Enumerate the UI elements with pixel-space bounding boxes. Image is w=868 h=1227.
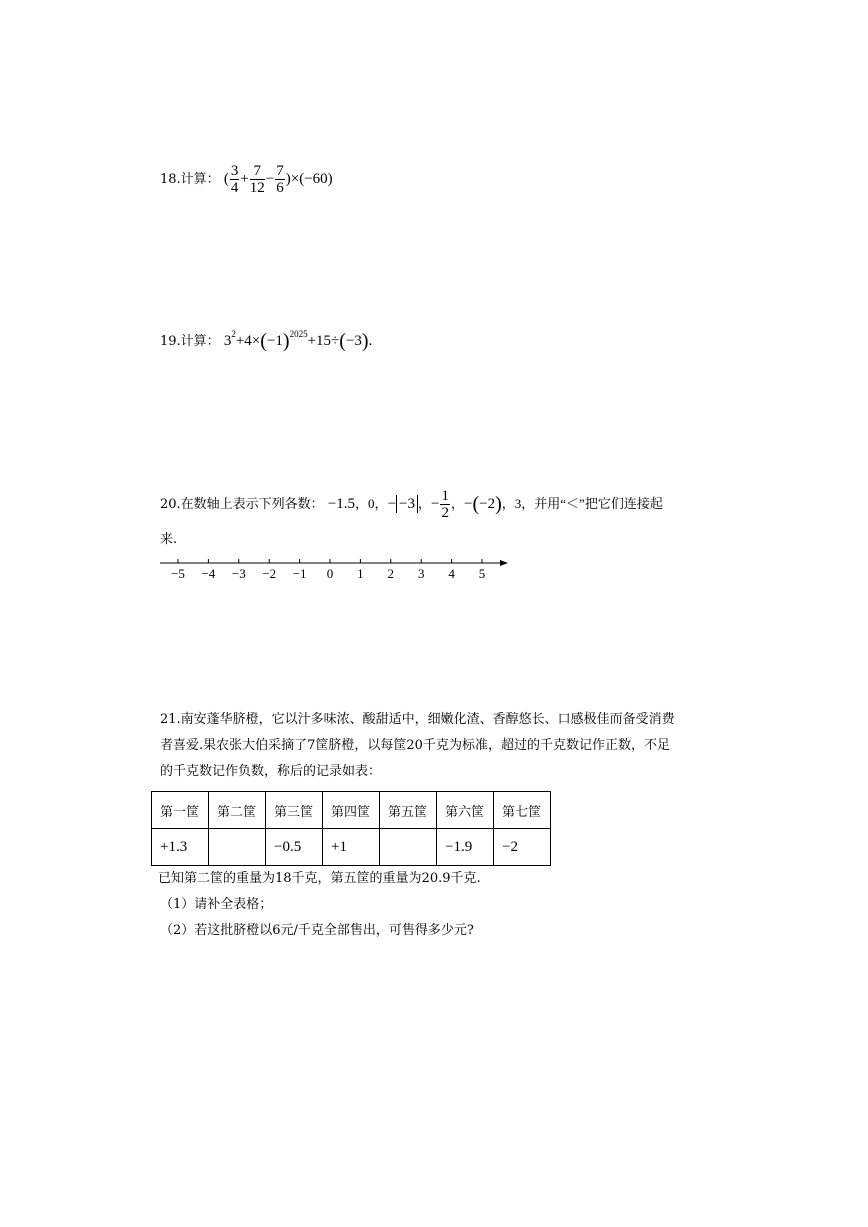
question-21-line3: 的千克数记作负数，称后的记录如表：: [160, 764, 382, 779]
number-line-tick-label: −5: [171, 566, 185, 581]
table-cell: [209, 829, 266, 866]
question-18-label: 18.计算：: [160, 171, 220, 187]
question-19-expression: $3^2+4\times(-1)^{2025}+15\div(-3)$.: [223, 329, 373, 352]
table-header-cell: 第四筐: [323, 792, 380, 829]
table-cell: [380, 829, 437, 866]
table-header-cell: 第二筐: [209, 792, 266, 829]
number-line-tick-label: 1: [357, 566, 364, 581]
number-line-tick-label: 3: [417, 566, 425, 581]
number-line: [158, 556, 518, 586]
question-21-line2: 者喜爱.果农张大伯采摘了7筐脐橙，以每筐20千克为标准，超过的千克数记作正数，不足: [160, 738, 670, 753]
question-18-expression: ( $\frac{3}{4}$ + $\frac{7}{12}$ − $\frac{7}{6}$ )×(−60): [223, 163, 333, 196]
fraction-3-4: $\frac{3}{4}$: [230, 163, 239, 196]
question-19-label: 19.计算：: [160, 334, 220, 349]
table-cell: −1.9: [437, 829, 494, 866]
question-21-line1: 21.南安蓬华脐橙，它以汁多味浓、酸甜适中，细嫩化渣、香醇悠长、口感极佳而备受消费: [160, 712, 675, 727]
table-header-cell: 第一筐: [152, 792, 209, 829]
arrow-right-icon: [500, 560, 508, 566]
table-cell: +1: [323, 829, 380, 866]
question-20: [160, 488, 663, 521]
table-header-row: [152, 792, 551, 829]
question-20-line2: 来.: [160, 532, 178, 547]
question-21-known: 已知第二筐的重量为18千克，第五筐的重量为20.9千克.: [158, 871, 481, 886]
absolute-value: −3: [396, 495, 418, 513]
table-row: [152, 829, 551, 866]
fraction-7-12: $\frac{7}{12}$: [249, 163, 265, 196]
question-20-label: 20.在数轴上表示下列各数：: [160, 496, 324, 512]
table-cell: −0.5: [266, 829, 323, 866]
fraction-7-6: $\frac{7}{6}$: [276, 163, 284, 196]
question-19: [160, 326, 372, 352]
number-line-tick-label: −4: [201, 566, 216, 581]
question-20-numbers: −1.5，0，− −3 ，− $\frac{1}{2}$ ，−(−2)，3，并用“＜”把它们连接起: [327, 488, 663, 521]
table-cell: +1.3: [152, 829, 209, 866]
table-header-cell: 第三筐: [266, 792, 323, 829]
number-line-tick-label: 2: [387, 566, 395, 581]
question-21-sub1: （1）请补全表格；: [160, 897, 273, 912]
number-line-tick-label: 0: [326, 566, 334, 581]
number-line-tick-label: −1: [292, 566, 307, 581]
table-cell: −2: [494, 829, 551, 866]
question-18: [160, 163, 333, 196]
record-table: [151, 791, 551, 866]
number-line-tick-label: 4: [448, 566, 455, 581]
fraction-1-2: $\frac{1}{2}$: [441, 488, 449, 521]
question-21-sub2: （2）若这批脐橙以6元/千克全部售出，可售得多少元?: [160, 923, 474, 938]
table-header-cell: 第七筐: [494, 792, 551, 829]
table-header-cell: 第五筐: [380, 792, 437, 829]
number-line-tick-label: −3: [231, 566, 246, 581]
table-header-cell: 第六筐: [437, 792, 494, 829]
number-line-tick-label: 5: [478, 566, 486, 581]
number-line-tick-label: −2: [262, 566, 277, 581]
